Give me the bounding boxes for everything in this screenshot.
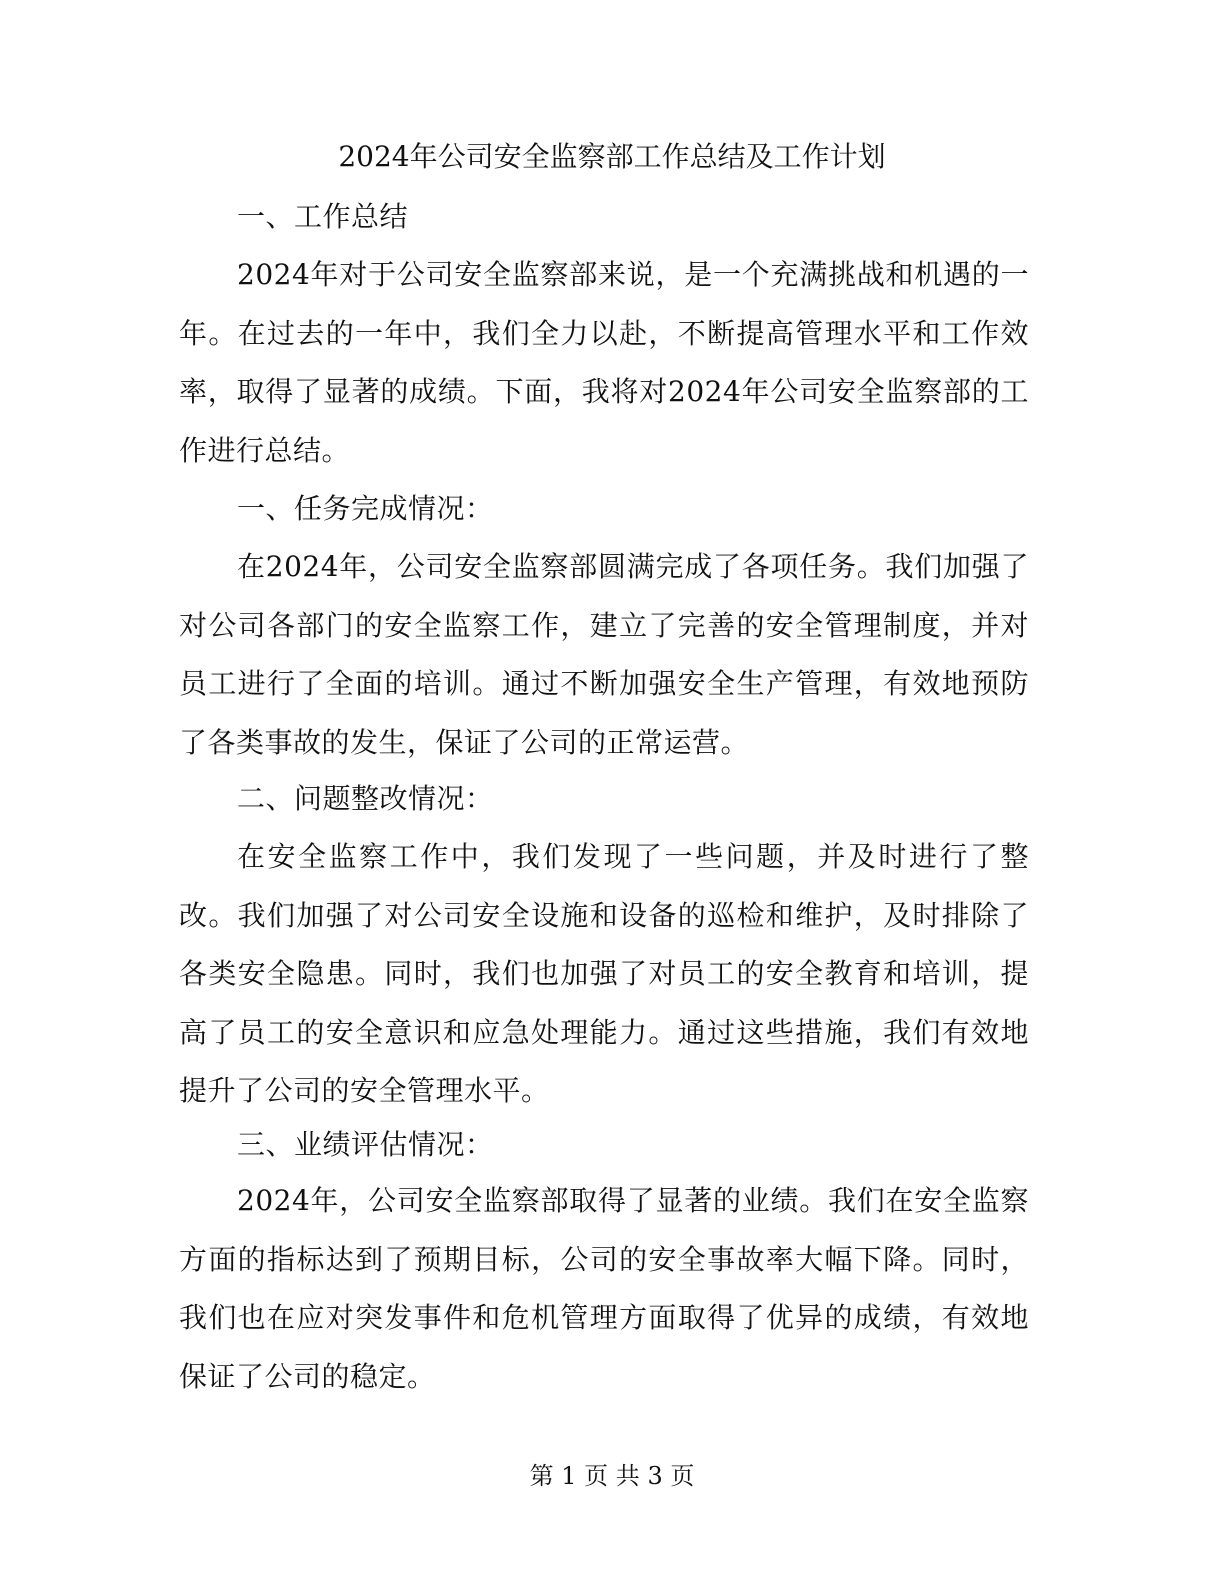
subsection-1-heading: 一、任务完成情况： xyxy=(237,492,494,525)
section-heading: 一、工作总结 xyxy=(237,200,409,233)
subsection-2-paragraph: 在安全监察工作中，我们发现了一些问题，并及时进行了整改。我们加强了对公司安全设施和设备的巡检和维护，及时排除了各类安全隐患。同时，我们也加强了对员工的安全教育和培训，提高了员工的安全意识和应急处理能力。通过这些措施，我们有效地提升了公司的安全管理水平。 xyxy=(179,840,1029,1107)
subsection-3-heading: 三、业绩评估情况： xyxy=(237,1128,494,1161)
subsection-3-paragraph: 2024年，公司安全监察部取得了显著的业绩。我们在安全监察方面的指标达到了预期目标，公司的安全事故率大幅下降。同时，我们也在应对突发事件和危机管理方面取得了优异的成绩，有效地保证了公司的稳定。 xyxy=(179,1184,1029,1393)
intro-paragraph: 2024年对于公司安全监察部来说，是一个充满挑战和机遇的一年。在过去的一年中，我们全力以赴，不断提高管理水平和工作效率，取得了显著的成绩。下面，我将对2024年公司安全监察部的工作进行总结。 xyxy=(179,258,1029,467)
subsection-2-heading: 二、问题整改情况： xyxy=(237,782,494,815)
subsection-1-paragraph: 在2024年，公司安全监察部圆满完成了各项任务。我们加强了对公司各部门的安全监察工作，建立了完善的安全管理制度，并对员工进行了全面的培训。通过不断加强安全生产管理，有效地预防了各类事故的发生，保证了公司的正常运营。 xyxy=(179,550,1029,759)
page-number-footer: 第 1 页 共 3 页 xyxy=(529,1462,695,1490)
document-title: 2024年公司安全监察部工作总结及工作计划 xyxy=(338,140,886,173)
